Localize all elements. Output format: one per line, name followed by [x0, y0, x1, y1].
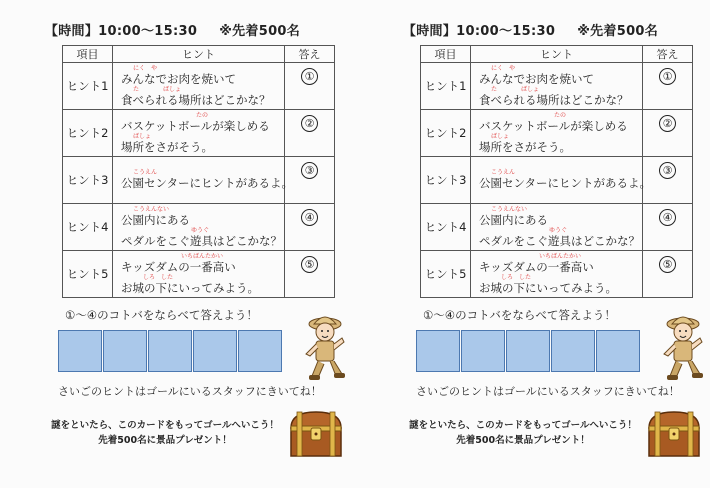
answer-box[interactable]: [416, 330, 460, 372]
answer-number: ④: [659, 209, 676, 226]
hint-text: こうえんない 公園内にある ゆうぐ ペダルをこぐ遊具はどこかな？: [471, 204, 643, 251]
hint-label: ヒント4: [63, 204, 113, 251]
furigana: ばしょ: [491, 133, 510, 140]
answer-box[interactable]: [506, 330, 550, 372]
answer-boxes: [416, 330, 641, 372]
answer-box[interactable]: [148, 330, 192, 372]
hint-label: ヒント1: [63, 63, 113, 110]
hint-text: たの バスケットボールが楽しめる ばしょ 場所をさがそう。: [113, 110, 285, 157]
hint-card-right: [358, 0, 710, 488]
column-header: 項目: [421, 46, 471, 63]
hint-label: ヒント3: [63, 157, 113, 204]
table-row: [421, 63, 693, 110]
hint-table: [62, 45, 335, 298]
furigana: ゆうぐ: [549, 227, 568, 234]
answer-number: ⑤: [301, 256, 318, 273]
table-row: [421, 157, 693, 204]
furigana: しろ した: [143, 274, 174, 281]
furigana: たの: [196, 111, 209, 119]
hint-text: こうえんない 公園内にある ゆうぐ ペダルをこぐ遊具はどこかな？: [113, 204, 285, 251]
column-header: ヒント: [471, 46, 643, 63]
time-label: 【時間】10:00～15:30: [44, 24, 198, 39]
table-row: [63, 110, 335, 157]
answer-number: ②: [301, 115, 318, 132]
answer-number: ⑤: [659, 256, 676, 273]
explorer-boy-icon: [658, 312, 704, 384]
table-row: [63, 204, 335, 251]
hint-label: ヒント4: [421, 204, 471, 251]
hint-text: こうえん 公園センターにヒントがあるよ。: [113, 157, 285, 204]
furigana: にく や: [133, 64, 158, 72]
hint-text: にく や みんなでお肉を焼いて た ばしょ 食べられる場所はどこかな？: [471, 63, 643, 110]
table-row: [63, 157, 335, 204]
table-row: [421, 251, 693, 298]
column-header: 答え: [285, 46, 335, 63]
limit-label: ※先着500名: [219, 24, 301, 39]
column-header: 項目: [63, 46, 113, 63]
furigana: たの: [554, 111, 567, 119]
answer-number: ③: [659, 162, 676, 179]
answer-box[interactable]: [238, 330, 282, 372]
column-header: 答え: [643, 46, 693, 63]
footer-text: 謎をといたら、このカードをもってゴールへいこう！ 先着500名に景品プレゼント！: [409, 420, 637, 447]
hint-label: ヒント2: [63, 110, 113, 157]
furigana: しろ した: [501, 274, 532, 281]
table-row: [63, 63, 335, 110]
answer-box[interactable]: [596, 330, 640, 372]
staff-note: さいごのヒントはゴールにいるスタッフにきいてね！: [416, 385, 680, 398]
staff-note: さいごのヒントはゴールにいるスタッフにきいてね！: [58, 385, 322, 398]
furigana: にく や: [491, 64, 516, 72]
instruction-text: ①～④のコトバをならべて答えよう！: [423, 308, 616, 322]
hint-text: いちばんたかい キッズダムの一番高い しろ した お城の下にいってみよう。: [471, 251, 643, 298]
column-header: ヒント: [113, 46, 285, 63]
furigana: た ばしょ: [491, 86, 540, 93]
furigana: こうえんない: [133, 205, 170, 213]
furigana: た ばしょ: [133, 86, 182, 93]
time-label: 【時間】10:00～15:30: [402, 24, 556, 39]
answer-box[interactable]: [461, 330, 505, 372]
hint-label: ヒント5: [63, 251, 113, 298]
answer-box[interactable]: [58, 330, 102, 372]
hint-label: ヒント3: [421, 157, 471, 204]
hint-text: こうえん 公園センターにヒントがあるよ。: [471, 157, 643, 204]
answer-number: ④: [301, 209, 318, 226]
table-header-row: [421, 46, 693, 63]
instruction-text: ①～④のコトバをならべて答えよう！: [65, 308, 258, 322]
furigana: いちばんたかい: [181, 252, 224, 260]
answer-number: ②: [659, 115, 676, 132]
answer-number: ③: [301, 162, 318, 179]
limit-label: ※先着500名: [577, 24, 659, 39]
hint-label: ヒント5: [421, 251, 471, 298]
furigana: こうえん: [133, 169, 158, 177]
card-header: [0, 20, 345, 39]
answer-box[interactable]: [193, 330, 237, 372]
hint-card-left: [0, 0, 352, 488]
explorer-boy-icon: [300, 312, 346, 384]
furigana: こうえん: [491, 169, 516, 177]
furigana: いちばんたかい: [539, 252, 582, 260]
hint-table: [420, 45, 693, 298]
table-row: [421, 204, 693, 251]
answer-box[interactable]: [551, 330, 595, 372]
answer-number: ①: [659, 68, 676, 85]
furigana: こうえんない: [491, 205, 528, 213]
hint-label: ヒント2: [421, 110, 471, 157]
furigana: ゆうぐ: [191, 227, 210, 234]
table-row: [421, 110, 693, 157]
treasure-chest-icon: [287, 408, 345, 460]
card-header: [358, 20, 703, 39]
table-row: [63, 251, 335, 298]
hint-label: ヒント1: [421, 63, 471, 110]
answer-boxes: [58, 330, 283, 372]
answer-number: ①: [301, 68, 318, 85]
hint-text: たの バスケットボールが楽しめる ばしょ 場所をさがそう。: [471, 110, 643, 157]
treasure-chest-icon: [645, 408, 703, 460]
furigana: ばしょ: [133, 133, 152, 140]
footer-text: 謎をといたら、このカードをもってゴールへいこう！ 先着500名に景品プレゼント！: [51, 420, 279, 447]
answer-box[interactable]: [103, 330, 147, 372]
table-header-row: [63, 46, 335, 63]
hint-text: にく や みんなでお肉を焼いて た ばしょ 食べられる場所はどこかな？: [113, 63, 285, 110]
hint-text: いちばんたかい キッズダムの一番高い しろ した お城の下にいってみよう。: [113, 251, 285, 298]
